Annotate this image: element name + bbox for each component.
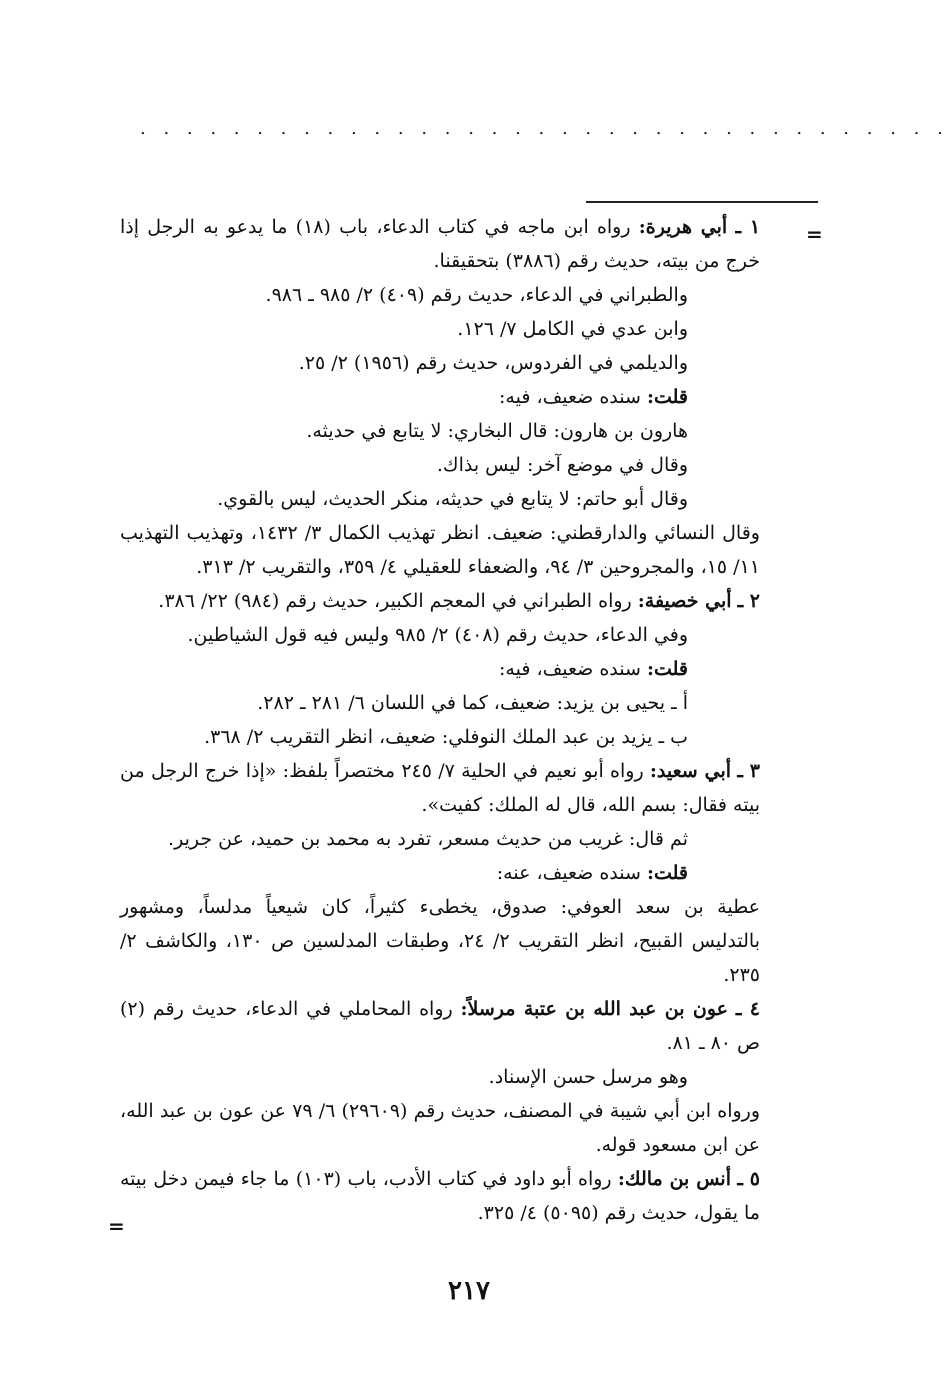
note-line [120,618,760,652]
note-source-name: عون بن عبد الله بن عتبة مرسلاً: [460,998,728,1020]
note-line [120,210,760,278]
note-line [120,890,760,992]
continuation-mark-bottom: = [108,1214,125,1238]
note-number: ٤ ـ [735,998,760,1020]
note-number: ٥ ـ [737,1168,760,1190]
note-number: ١ ـ [735,216,761,238]
note-text: وفي الدعاء، حديث رقم (٤٠٨) ٢/ ٩٨٥ وليس فيه قول الشياطين. [187,624,688,646]
note-line [120,1060,760,1094]
note-text: وابن عدي في الكامل ٧/ ١٢٦. [457,318,688,340]
note-line [120,448,760,482]
note-line [120,414,760,448]
note-line [120,992,760,1060]
note-line [120,652,760,686]
note-text: هارون بن هارون: قال البخاري: لا يتابع في حديثه. [306,420,688,442]
note-line [120,856,760,890]
note-line [120,822,760,856]
note-text: رواه ابن ماجه في كتاب الدعاء، باب (١٨) ما يدعو به الرجل إذا خرج من بيته، حديث رقم (٣٨٨٦) بتحقيقنا. [120,216,760,272]
note-line [120,720,760,754]
note-text: وقال النسائي والدارقطني: ضعيف. انظر تهذيب الكمال ٣/ ١٤٣٢، وتهذيب التهذيب ١١/ ١٥، والمجروحين ٣/ ٩٤، والضعفاء للعقيلي ٤/ ٣٥٩، والتقريب ٢/ ٣١٣. [120,522,760,578]
note-line [120,516,760,584]
note-source-name: أبي سعيد: [649,760,732,782]
note-label: قلت: [646,658,688,680]
note-text: وقال في موضع آخر: ليس بذاك. [436,454,688,476]
note-text: سنده ضعيف، عنه: [496,862,647,884]
note-text: ورواه ابن أبي شيبة في المصنف، حديث رقم (٢٩٦٠٩) ٦/ ٧٩ عن عون بن عبد الله، عن ابن مسعود قوله. [120,1100,761,1156]
note-number: ٢ ـ [737,590,760,612]
note-source-name: أبي هريرة: [638,216,728,238]
footnote-rule [586,201,818,203]
note-text: سنده ضعيف، فيه: [499,658,647,680]
separator-dots: . . . . . . . . . . . . . . . . . . . . . . . . . . . . . . . . . . . [140,118,949,139]
note-line [120,754,760,822]
note-text: رواه أبو نعيم في الحلية ٧/ ٢٤٥ مختصراً بلفظ: «إذا خرج الرجل من بيته فقال: بسم الله، قال له الملك: كفيت». [120,760,760,816]
note-text: رواه الطبراني في المعجم الكبير، حديث رقم (٩٨٤) ٢٢/ ٣٨٦. [158,590,638,612]
note-text: أ ـ يحيى بن يزيد: ضعيف، كما في اللسان ٦/ ٢٨١ ـ ٢٨٢. [257,692,688,714]
page-number: ٢١٧ [448,1276,490,1306]
note-line [120,1162,760,1230]
note-line [120,312,760,346]
note-text: رواه أبو داود في كتاب الأدب، باب (١٠٣) ما جاء فيمن دخل بيته ما يقول، حديث رقم (٥٠٩٥) ٤/ ٣٢٥. [120,1168,760,1224]
note-text: وقال أبو حاتم: لا يتابع في حديثه، منكر الحديث، ليس بالقوي. [217,488,688,510]
note-text: وهو مرسل حسن الإسناد. [488,1066,688,1088]
note-line [120,482,760,516]
note-text: رواه المحاملي في الدعاء، حديث رقم (٢) ص ٨٠ ـ ٨١. [120,998,760,1054]
note-source-name: أبي خصيفة: [637,590,732,612]
note-line [120,346,760,380]
note-text: ثم قال: غريب من حديث مسعر، تفرد به محمد بن حميد، عن جرير. [168,828,688,850]
note-line [120,584,760,618]
note-line [120,1094,760,1162]
note-source-name: أنس بن مالك: [617,1168,732,1190]
note-text: عطية بن سعد العوفي: صدوق، يخطىء كثيراً، كان شيعياً مدلساً، ومشهور بالتدليس القبيح، انظر التقريب ٢/ ٢٤، وطبقات المدلسين ص ١٣٠، والكاشف ٢/ ٢٣٥. [120,896,760,986]
note-label: قلت: [646,862,688,884]
note-line [120,278,760,312]
note-line [120,380,760,414]
footnotes [120,210,760,1230]
note-number: ٣ ـ [737,760,760,782]
note-label: قلت: [646,386,688,408]
note-text: والديلمي في الفردوس، حديث رقم (١٩٥٦) ٢/ ٢٥. [298,352,688,374]
note-text: سنده ضعيف، فيه: [499,386,647,408]
continuation-mark-top: = [806,222,823,246]
note-line [120,686,760,720]
note-text: والطبراني في الدعاء، حديث رقم (٤٠٩) ٢/ ٩٨٥ ـ ٩٨٦. [265,284,688,306]
note-text: ب ـ يزيد بن عبد الملك النوفلي: ضعيف، انظر التقريب ٢/ ٣٦٨. [204,726,688,748]
